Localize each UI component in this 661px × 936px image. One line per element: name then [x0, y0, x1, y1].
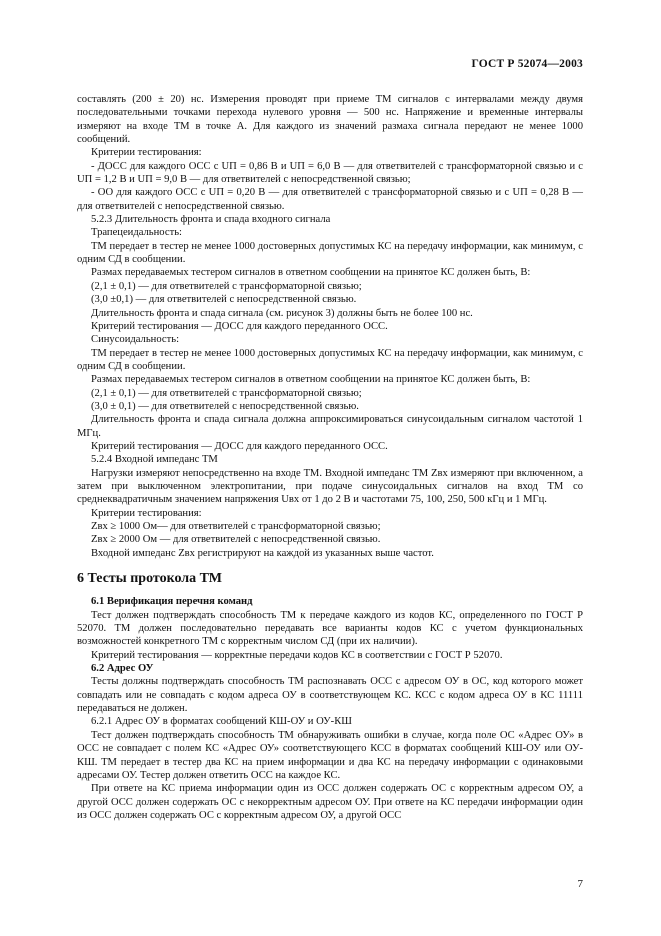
paragraph: При ответе на КС приема информации один из ОСС должен содержать ОС с корректным адресом ОУ, а другой ОСС должен содержать ОС с некорректным адресом ОУ. При ответе на КС передачи информации один из ОСС должен содержать ОС с корректным адресом ОУ, а другой ОСС	[77, 783, 583, 821]
paragraph: Входной импеданс Zвх регистрируют на каждой из указанных выше частот.	[91, 547, 434, 559]
document-body	[77, 93, 583, 822]
paragraph: Длительность фронта и спада сигнала должна аппроксимироваться синусоидальным сигналом частотой 1 МГц.	[77, 414, 583, 439]
paragraph: Размах передаваемых тестером сигналов в ответном сообщении на принятое КС должен быть, В:	[91, 267, 531, 279]
paragraph: Критерии тестирования:	[91, 147, 202, 159]
paragraph: Тест должен подтверждать способность ТМ к передаче каждого из кодов КС, определенного по ГОСТ Р 52070. ТМ должен последовательно передавать все варианты кодов КС с учетом функциональных возможностей конкретного ТМ с корректным числом СД (при их наличии).	[77, 609, 583, 648]
subsection-heading: 5.2.3 Длительность фронта и спада входного сигнала	[91, 214, 331, 226]
paragraph: Критерий тестирования — ДОСС для каждого переданного ОСС.	[91, 440, 388, 452]
paragraph: - ДОСС для каждого ОСС с UП = 0,86 В и UП = 6,0 В — для ответвителей с трансформаторной связью и с UП = 1,2 В и UП = 9,0 В — для ответвителей с непосредственной связью;	[77, 160, 583, 186]
paragraph: Синусоидальность:	[91, 334, 180, 346]
subsection-heading: 6.1 Верификация перечня команд	[91, 596, 253, 608]
paragraph: (2,1 ± 0,1) — для ответвителей с трансформаторной связью;	[91, 280, 362, 292]
paragraph: Критерий тестирования — корректные передачи кодов КС в соответствии с ГОСТ Р 52070.	[91, 649, 503, 661]
paragraph: Тесты должны подтверждать способность ТМ распознавать ОСС с адресом ОУ в ОС, код которого может совпадать или не совпадать с кодом адреса ОУ в соответствующем КС. КСС с кодом адреса ОУ в КС 11111 передаваться не должен.	[77, 676, 583, 715]
paragraph: - ОО для каждого ОСС с UП = 0,20 В — для ответвителей с трансформаторной связью и с UП = 0,28 В — для ответвителей с непосредственной связью.	[77, 187, 583, 212]
paragraph: (2,1 ± 0,1) — для ответвителей с трансформаторной связью;	[91, 387, 362, 399]
page-number: 7	[577, 878, 583, 890]
subsection-heading: 5.2.4 Входной импеданс ТМ	[91, 454, 218, 466]
paragraph: Критерий тестирования — ДОСС для каждого переданного ОСС.	[91, 320, 388, 332]
paragraph: Размах передаваемых тестером сигналов в ответном сообщении на принятое КС должен быть, В:	[91, 374, 531, 386]
paragraph: Трапецеидальность:	[91, 227, 182, 239]
paragraph: составлять (200 ± 20) нс. Измерения проводят при приеме ТМ сигналов с интервалами между двумя последовательными точками перехода нулевого уровня — 500 нс. Напряжение и временные интервалы измеряют на входе ТМ в точке А. Для каждого из значений размаха сигнала передают не менее 1000 сообщений.	[77, 94, 583, 146]
paragraph: Zвх ≥ 1000 Ом— для ответвителей с трансформаторной связью;	[91, 521, 381, 532]
paragraph: Критерии тестирования:	[91, 507, 202, 519]
document-header: ГОСТ Р 52074—2003	[471, 58, 583, 70]
paragraph: (3,0 ± 0,1) — для ответвителей с непосредственной связью.	[91, 400, 359, 412]
paragraph: ТМ передает в тестер не менее 1000 достоверных допустимых КС на передачу информации, как минимум, с одним СД в сообщении.	[77, 347, 583, 372]
paragraph: Zвх ≥ 2000 Ом — для ответвителей с непосредственной связью.	[91, 534, 381, 546]
paragraph: Длительность фронта и спада сигнала (см. рисунок 3) должны быть не более 100 нс.	[91, 307, 473, 319]
paragraph: Нагрузки измеряют непосредственно на входе ТМ. Входной импеданс ТМ Zвх измеряют при включенном, а затем при выключенном электропитании, при подаче синусоидальных сигналов на вход ТМ со среднеквадратичным значением напряжения Uвх от 1 до 2 В и частотами 75, 100, 250, 500 кГц и 1 МГц.	[77, 467, 583, 506]
section-title: 6 Тесты протокола ТМ	[77, 571, 222, 587]
paragraph: Тест должен подтверждать способность ТМ обнаруживать ошибки в случае, когда поле ОС «Адрес ОУ» в ОСС не совпадает с полем КС «Адрес ОУ» соответствующего КСС в форматах сообщений КШ-ОУ или ОУ-КШ. ТМ передает в тестер два КС на прием информации и два КС на передачу информации с одинаковыми адресами ОУ. Тестер должен ответить ОСС на каждое КС.	[77, 729, 583, 781]
paragraph: (3,0 ±0,1) — для ответвителей с непосредственной связью.	[91, 294, 357, 306]
subsection-heading: 6.2.1 Адрес ОУ в форматах сообщений КШ-ОУ и ОУ-КШ	[91, 716, 352, 728]
subsection-heading: 6.2 Адрес ОУ	[91, 663, 154, 675]
paragraph: ТМ передает в тестер не менее 1000 достоверных допустимых КС на передачу информации, как минимум, с одним СД в сообщении.	[77, 240, 583, 266]
